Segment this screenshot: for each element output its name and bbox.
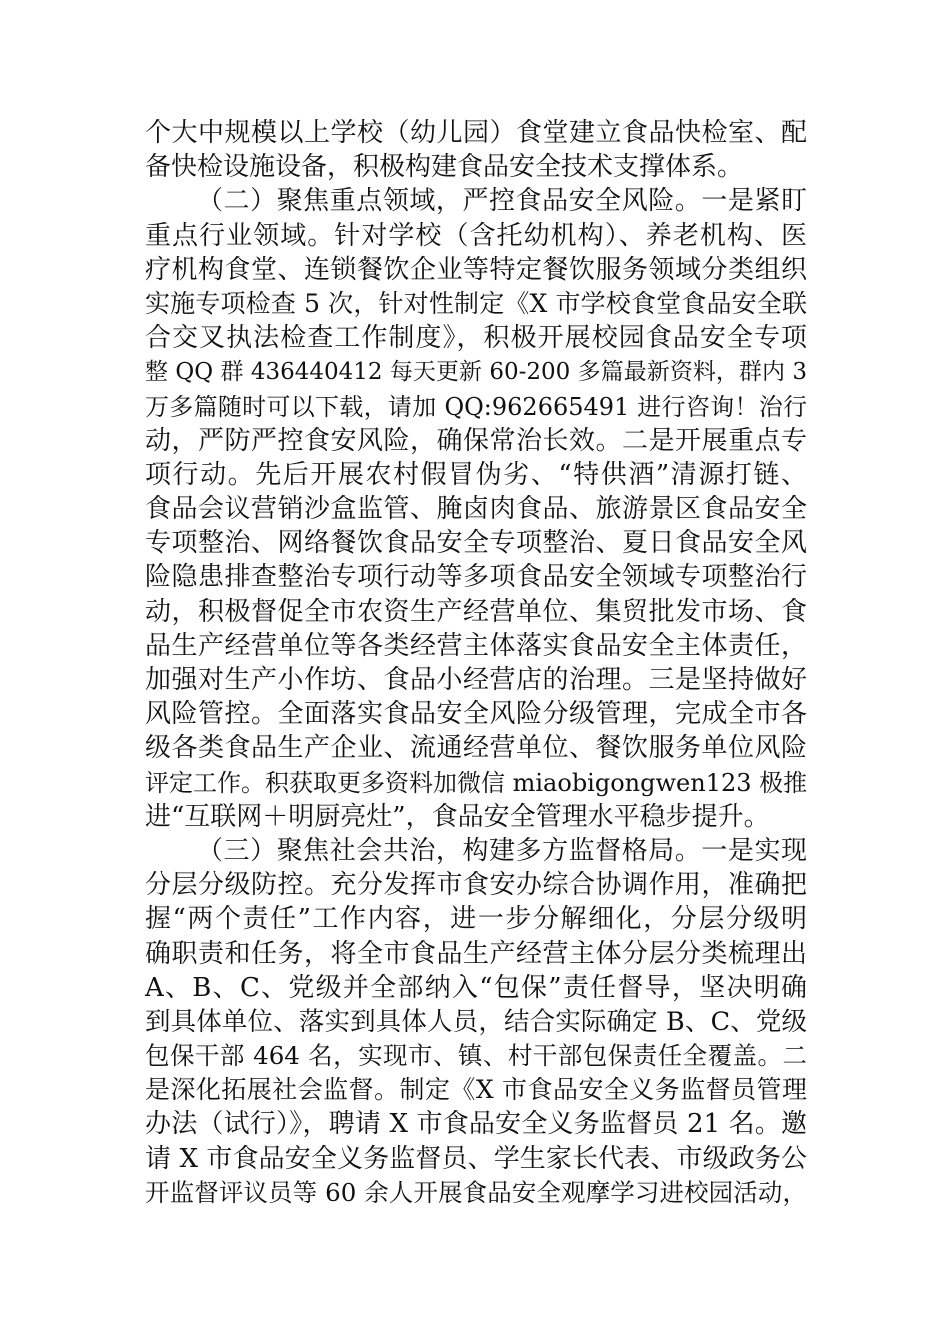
text-line: 级各类食品生产企业、流通经营单位、餐饮服务单位风险: [145, 733, 807, 764]
text-line: 分层分级防控。充分发挥市食安办综合协调作用，准确把: [145, 870, 807, 901]
text-line: 疗机构食堂、连锁餐饮企业等特定餐饮服务领域分类组织: [145, 254, 807, 285]
text-line: 险隐患排查整治专项行动等多项食品安全领域专项整治行: [145, 562, 807, 593]
text-line: 握“两个责任”工作内容，进一步分解细化，分层分级明: [145, 904, 807, 935]
text-line: 进“互联网＋明厨亮灶”，食品安全管理水平稳步提升。: [145, 801, 770, 832]
text-line: 确职责和任务，将全市食品生产经营主体分层分类梳理出: [145, 938, 807, 969]
section-heading-line: （三）聚焦社会共治，构建多方监督格局。一是实现: [197, 835, 807, 866]
text-line: 备快检设施设备，积极构建食品安全技术支撑体系。: [145, 152, 744, 183]
text-line: 个大中规模以上学校（幼儿园）食堂建立食品快检室、配: [145, 118, 807, 148]
text-line: A、B、C、党级并全部纳入“包保”责任督导，坚决明确: [145, 972, 807, 1003]
text-line: 风险管控。全面落实食品安全风险分级管理，完成全市各: [145, 699, 807, 730]
text-line: 是深化拓展社会监督。制定《X 市食品安全义务监督员管理: [145, 1075, 807, 1105]
text-line: 重点行业领域。针对学校（含托幼机构）、养老机构、医: [145, 220, 807, 251]
text-line: 万多篇随时可以下载，请加 QQ:962665491 进行咨询！治行: [145, 392, 807, 421]
text-line: 品生产经营单位等各类经营主体落实食品安全主体责任，: [145, 630, 807, 661]
text-line: 评定工作。积获取更多资料加微信 miaobigongwen123 极推: [145, 768, 808, 797]
text-line: 请 X 市食品安全义务监督员、学生家长代表、市级政务公: [145, 1143, 807, 1174]
text-line: 项行动。先后开展农村假冒伪劣、“特供酒”清源打链、: [145, 459, 807, 490]
text-line: 动，严防严控食安风险，确保常治长效。二是开展重点专: [145, 425, 807, 456]
body-text: [145, 116, 807, 1210]
text-line: 合交叉执法检查工作制度》，积极开展校园食品安全专项: [145, 323, 807, 354]
text-line: 加强对生产小作坊、食品小经营店的治理。三是坚持做好: [145, 665, 807, 695]
text-line: 整 QQ 群 436440412 每天更新 60-200 多篇最新资料，群内 3: [145, 359, 807, 386]
text-line: 开监督评议员等 60 余人开展食品安全观摩学习进校园活动，: [145, 1177, 807, 1207]
text-line: 办法（试行）》，聘请 X 市食品安全义务监督员 21 名。邀: [145, 1109, 807, 1140]
section-heading-line: （二）聚焦重点领域，严控食品安全风险。一是紧盯: [197, 186, 807, 217]
text-line: 动，积极督促全市农资生产经营单位、集贸批发市场、食: [145, 596, 807, 627]
text-line: 专项整治、网络餐饮食品安全专项整治、夏日食品安全风: [145, 528, 807, 559]
text-line: 到具体单位、落实到具体人员，结合实际确定 B、C、党级: [145, 1006, 807, 1037]
text-line: 包保干部 464 名，实现市、镇、村干部包保责任全覆盖。二: [145, 1041, 807, 1071]
text-line: 实施专项检查 5 次，针对性制定《X 市学校食堂食品安全联: [145, 288, 807, 318]
text-line: 食品会议营销沙盒监管、腌卤肉食品、旅游景区食品安全: [145, 494, 807, 525]
